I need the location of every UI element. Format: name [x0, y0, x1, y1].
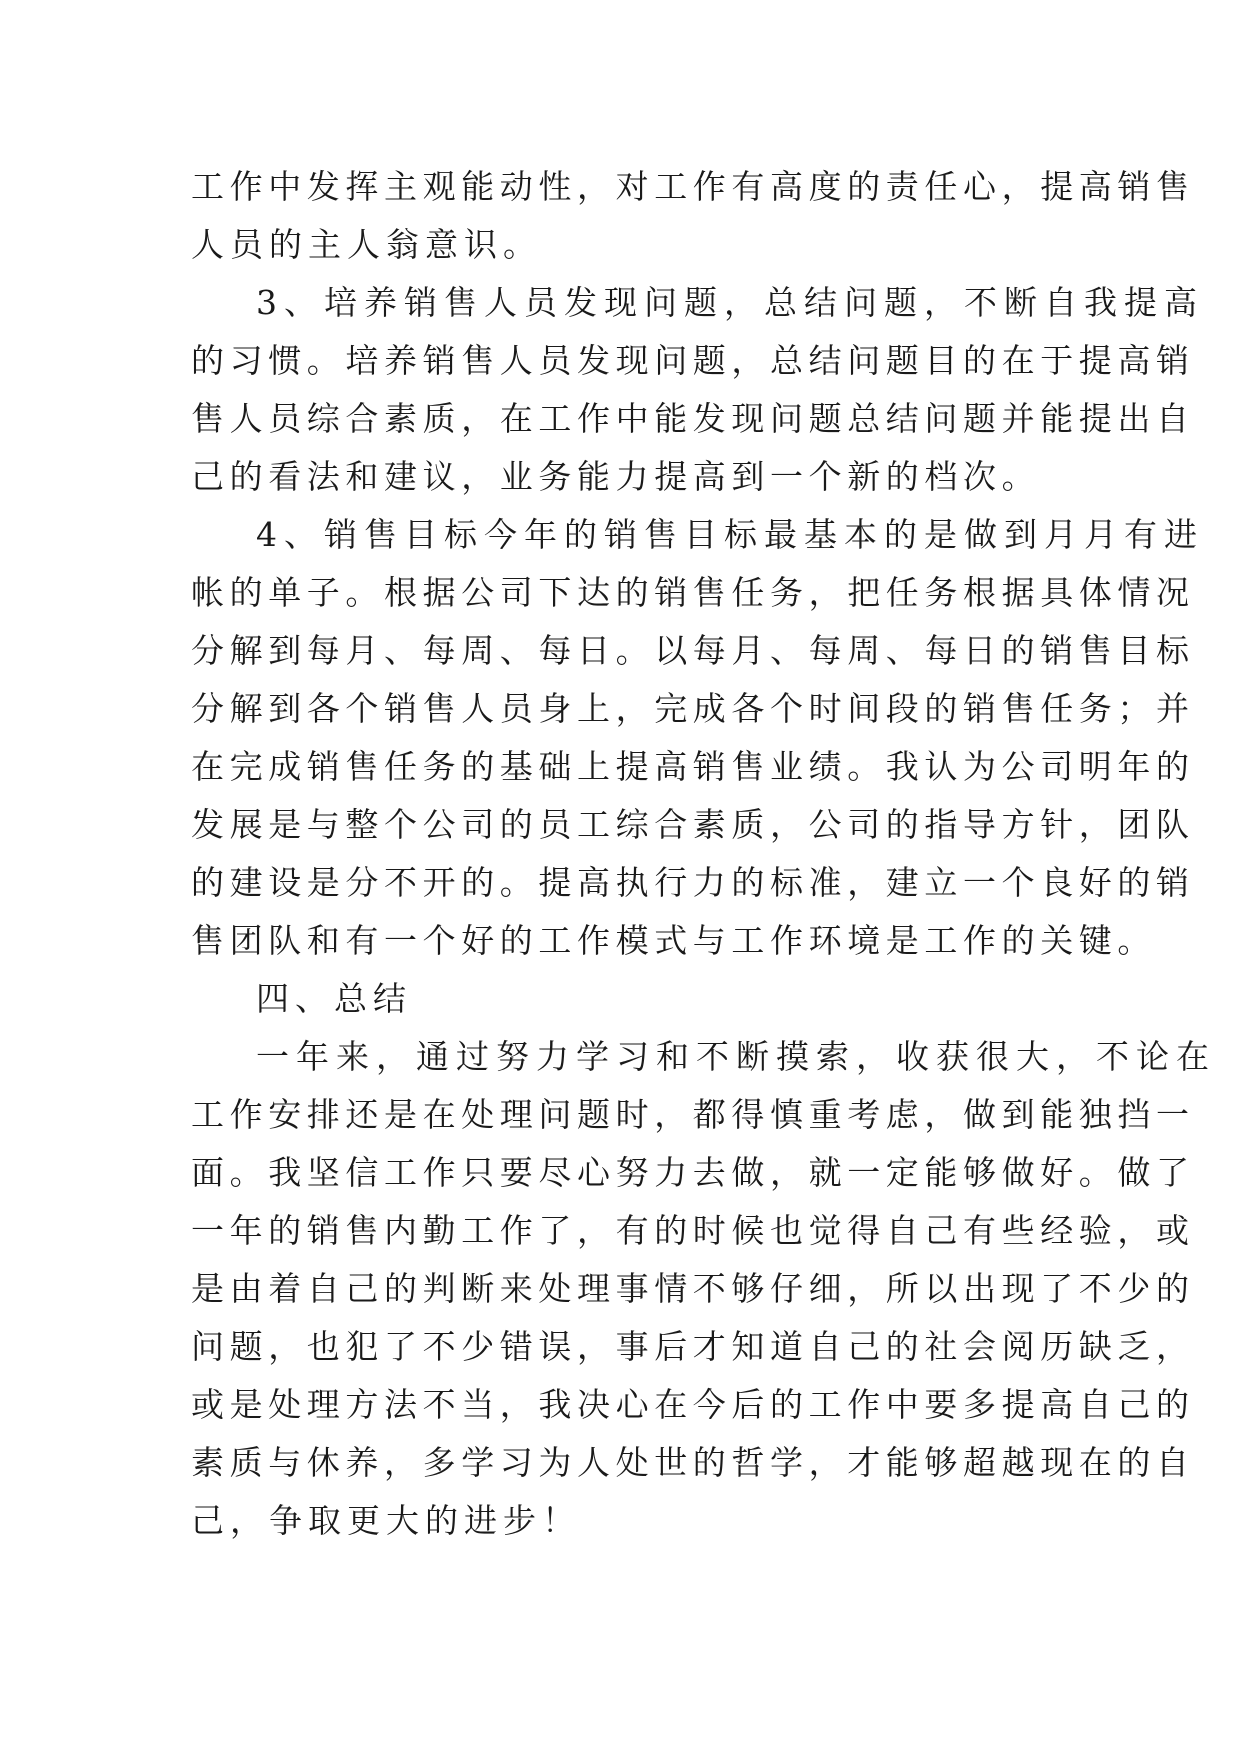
- text-line: 人员的主人翁意识。: [191, 225, 542, 264]
- text-line: 一年来，通过努力学习和不断摸索，收获很大，不论在: [256, 1037, 1216, 1076]
- text-line: 售人员综合素质，在工作中能发现问题总结问题并能提出自: [191, 399, 1195, 438]
- text-line: 的习惯。培养销售人员发现问题，总结问题目的在于提高销: [191, 341, 1195, 380]
- text-line: 面。我坚信工作只要尽心努力去做，就一定能够做好。做了: [191, 1153, 1195, 1192]
- text-line: 售团队和有一个好的工作模式与工作环境是工作的关键。: [191, 921, 1156, 960]
- text-line: 工作安排还是在处理问题时，都得慎重考虑，做到能独挡一: [191, 1095, 1195, 1134]
- text-line: 素质与休养，多学习为人处世的哲学，才能够超越现在的自: [191, 1443, 1195, 1482]
- text-line: 4、销售目标今年的销售目标最基本的是做到月月有进: [256, 515, 1204, 554]
- text-line: 问题，也犯了不少错误，事后才知道自己的社会阅历缺乏，: [191, 1327, 1195, 1366]
- text-line: 分解到各个销售人员身上，完成各个时间段的销售任务；并: [191, 689, 1195, 728]
- text-line: 发展是与整个公司的员工综合素质，公司的指导方针，团队: [191, 805, 1195, 844]
- text-line: 在完成销售任务的基础上提高销售业绩。我认为公司明年的: [191, 747, 1195, 786]
- text-line: 是由着自己的判断来处理事情不够仔细，所以出现了不少的: [191, 1269, 1195, 1308]
- text-line: 一年的销售内勤工作了，有的时候也觉得自己有些经验，或: [191, 1211, 1195, 1250]
- text-line: 己的看法和建议，业务能力提高到一个新的档次。: [191, 457, 1041, 496]
- text-line: 己，争取更大的进步！: [191, 1501, 581, 1540]
- text-line: 或是处理方法不当，我决心在今后的工作中要多提高自己的: [191, 1385, 1195, 1424]
- text-line: 工作中发挥主观能动性，对工作有高度的责任心，提高销售: [191, 167, 1195, 206]
- text-line: 分解到每月、每周、每日。以每月、每周、每日的销售目标: [191, 631, 1195, 670]
- section-heading: 四、总结: [256, 979, 412, 1018]
- text-line: 帐的单子。根据公司下达的销售任务，把任务根据具体情况: [191, 573, 1195, 612]
- text-line: 3、培养销售人员发现问题，总结问题，不断自我提高: [256, 283, 1204, 322]
- text-line: 的建设是分不开的。提高执行力的标准，建立一个良好的销: [191, 863, 1195, 902]
